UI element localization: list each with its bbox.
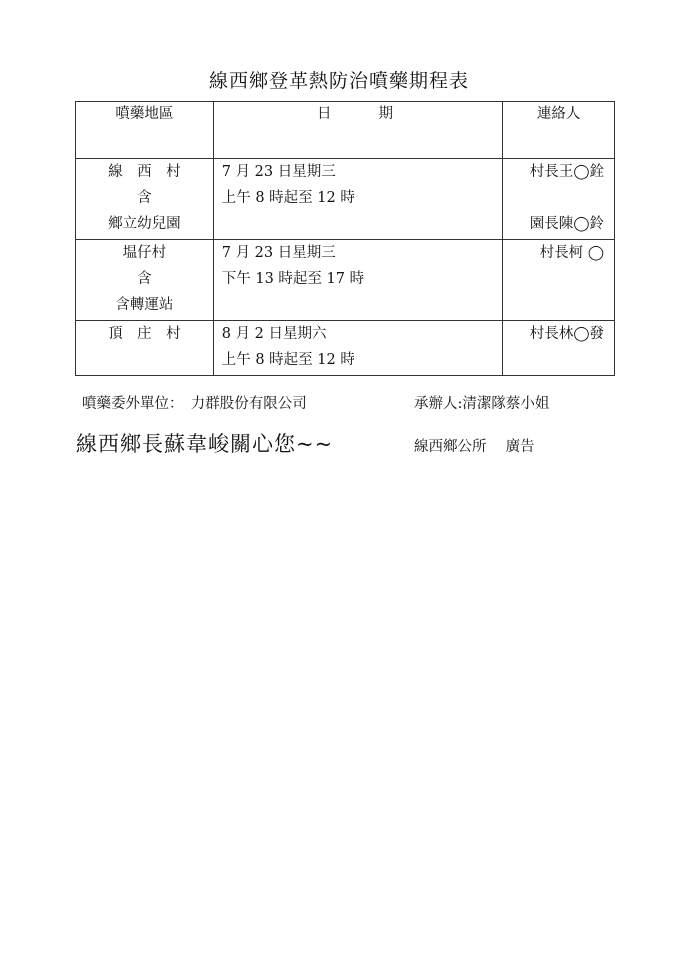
mayor-slogan: 線西鄉長蘇韋峻關心您~~ [76,432,334,456]
area-line: 含 [137,271,152,287]
contact-cell [503,240,615,321]
table-row [76,240,615,321]
time-line: 上午 8 時起至 12 時 [221,190,355,206]
area-line: 鄉立幼兒園 [108,216,181,232]
header-area: 噴藥地區 [76,102,214,159]
handler-note: 承辦人:清潔隊蔡小姐 [414,396,550,412]
sponsor-note: 線西鄉公所 廣告 [414,439,535,455]
area-line: 頂 庄 村 [108,326,181,342]
date-line: 7 月 23 日星期三 [221,164,336,180]
contact-line: 村長王◯銓 [529,164,604,180]
time-line: 上午 8 時起至 12 時 [221,352,355,368]
date-cell [213,159,502,240]
table-row [76,159,615,240]
date-cell [213,321,502,376]
document-title: 線西鄉登革熱防治噴藥期程表 [208,70,469,92]
area-line: 含轉運站 [115,297,174,313]
contact-cell [503,159,615,240]
table-row [76,321,615,376]
area-cell [76,321,214,376]
area-cell [76,159,214,240]
contact-line: 村長林◯發 [529,326,604,342]
area-line: 含 [137,190,152,206]
area-cell [76,240,214,321]
contact-line: 村長柯 ◯ [539,245,604,261]
contact-line: 園長陳◯鈴 [529,216,604,232]
contact-cell [503,321,615,376]
date-cell [213,240,502,321]
spray-schedule-table [75,101,615,376]
header-date: 日 期 [213,102,502,159]
contractor-note: 噴藥委外單位： 力群股份有限公司 [82,396,307,412]
header-contact: 連絡人 [503,102,615,159]
table-header-row [76,102,615,159]
time-line: 下午 13 時起至 17 時 [221,271,365,287]
area-line: 塭仔村 [122,245,167,261]
area-line: 線 西 村 [108,164,181,180]
date-line: 7 月 23 日星期三 [221,245,336,261]
date-line: 8 月 2 日星期六 [221,326,327,342]
